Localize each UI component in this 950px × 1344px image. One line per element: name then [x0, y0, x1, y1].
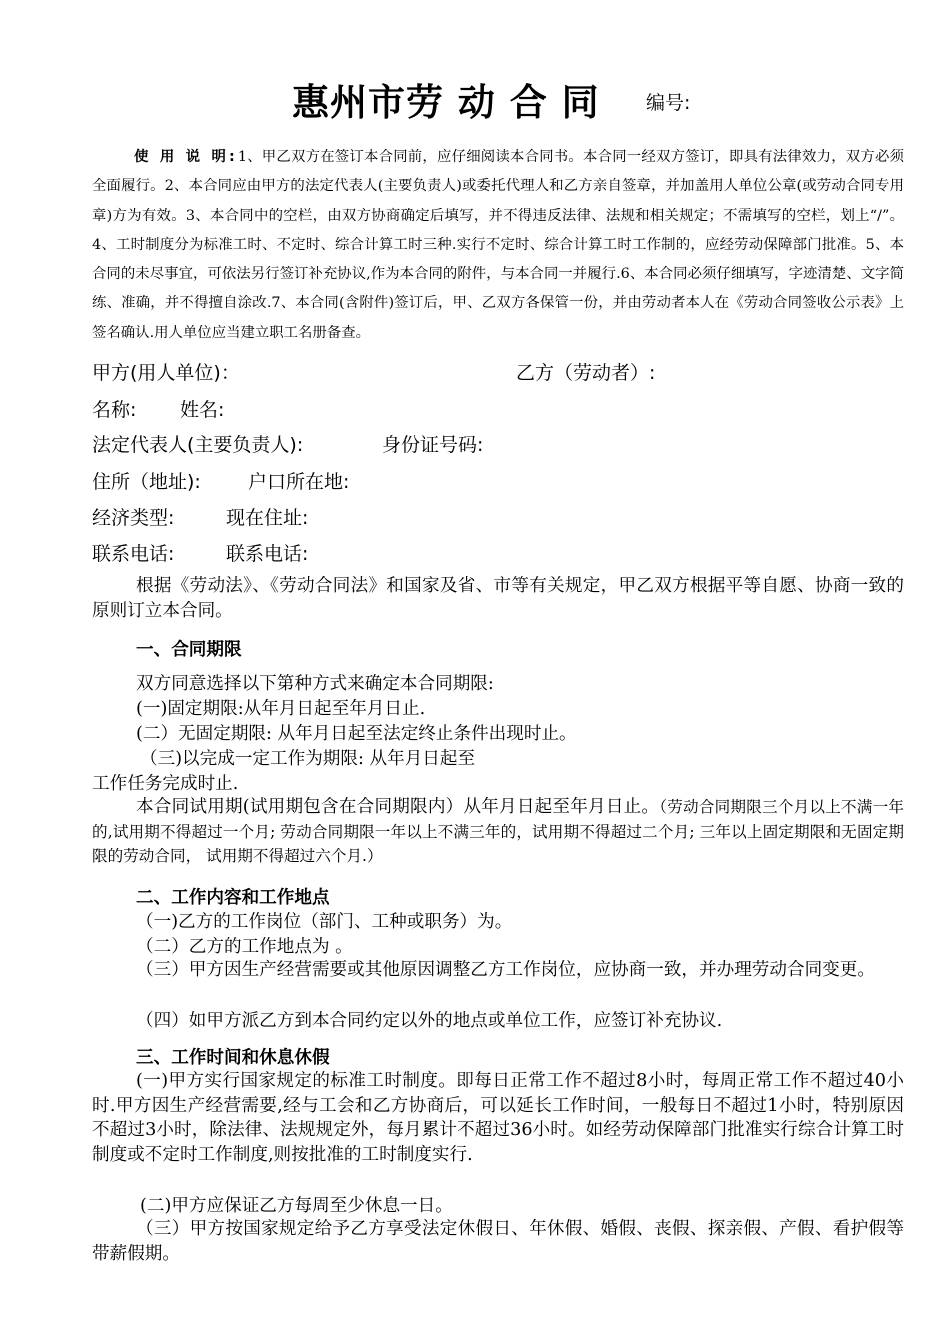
probation-paragraph	[92, 795, 904, 869]
party-b-label: 乙方（劳动者）:	[516, 362, 656, 384]
probation-main: 本合同试用期(试用期包含在合同期限内）从年月日起至年月日止。	[136, 797, 660, 817]
field-left-label: 联系电话:	[92, 543, 175, 565]
term-option-task-end: 工作任务完成时止.	[92, 774, 239, 794]
working-hours-paragraph: (一)甲方实行国家规定的标准工时制度。即每日正常工作不超过8小时，每周正常工作不超过40小时.甲方因生产经营需要,经与工会和乙方协商后，可以延长工作时间，一般每日不超过1小时，特别原因不超过3小时，除法律、法规规定外，每月累计不超过36小时。如经劳动保障部门批准实行综合计算工时制度或不定时工作制度,则按批准的工时制度实行.	[92, 1071, 904, 1165]
field-left-label: 法定代表人(主要负责人):	[92, 434, 304, 456]
work-location: （二）乙方的工作地点为 。	[136, 937, 353, 957]
preamble-paragraph: 根据《劳动法》、《劳动合同法》和国家及省、市等有关规定，甲乙双方根据平等自愿、协商一致的原则订立本合同。	[92, 576, 904, 621]
field-right-label: 现在住址:	[226, 507, 309, 529]
weekly-rest: (二)甲方应保证乙方每周至少休息一日。	[140, 1196, 453, 1216]
work-dispatch: （四）如甲方派乙方到本合同约定以外的地点或单位工作，应签订补充协议.	[136, 1011, 723, 1031]
probation-note: （劳动合同期限三个月以上不满一年的,试用期不得超过一个月; 劳动合同期限一年以上不满三年的，试用期不得超过二个月; 三年以上固定期限和无固定期限的劳动合同， 试用期不得超过六个月.）	[92, 798, 905, 865]
field-right-label: 联系电话:	[226, 543, 309, 565]
section-2-heading: 二、工作内容和工作地点	[136, 888, 330, 908]
party-field-row	[92, 503, 309, 530]
field-left-label: 名称:	[92, 399, 137, 421]
term-option-fixed: (一)固定期限:从年月日起至年月日止.	[136, 699, 426, 719]
field-left-label: 住所（地址):	[92, 471, 201, 493]
party-header-row	[92, 358, 656, 385]
contract-number-label: 编号:	[646, 92, 691, 114]
work-position: （一)乙方的工作岗位（部门、工种或职务）为。	[136, 912, 513, 932]
instructions-lead: 使 用 说 明:	[134, 149, 238, 165]
party-field-row	[92, 395, 225, 422]
instructions-text: 1、甲乙双方在签订本合同前，应仔细阅读本合同书。本合同一经双方签订，即具有法律效力，双方必须全面履行。2、本合同应由甲方的法定代表人(主要负责人)或委托代理人和乙方亲自签章，并加盖用人单位公章(或劳动合同专用章)方为有效。3、本合同中的空栏，由双方协商确定后填写，并不得违反法律、法规和相关规定；不需填写的空栏，划上“/”。4、工时制度分为标准工时、不定时、综合计算工时三种.实行不定时、综合计算工时工作制的，应经劳动保障部门批准。5、本合同的未尽事宜，可依法另行签订补充协议,作为本合同的附件，与本合同一并履行.6、本合同必须仔细填写，字迹清楚、文字简练、准确，并不得擅自涂改.7、本合同(含附件)签订后，甲、乙双方各保管一份，并由劳动者本人在《劳动合同签收公示表》上签名确认.用人单位应当建立职工名册备查。	[92, 149, 904, 341]
document-title	[0, 72, 950, 132]
usage-instructions	[92, 143, 904, 348]
contract-title: 惠州市劳 动 合 同	[292, 81, 600, 124]
field-right-label: 姓名:	[180, 399, 225, 421]
party-field-row	[92, 539, 309, 566]
field-left-label: 经济类型:	[92, 507, 175, 529]
paid-leave-paragraph: （三）甲方按国家规定给予乙方享受法定休假日、年休假、婚假、丧假、探亲假、产假、看护假等带薪假期。	[92, 1219, 904, 1264]
work-adjustment: （三）甲方因生产经营需要或其他原因调整乙方工作岗位，应协商一致，并办理劳动合同变更。	[136, 960, 875, 980]
section-3-heading: 三、工作时间和休息休假	[136, 1048, 330, 1068]
term-intro: 双方同意选择以下第种方式来确定本合同期限:	[136, 674, 494, 694]
section-1-heading: 一、合同期限	[136, 640, 242, 660]
party-a-label: 甲方(用人单位)：	[92, 362, 240, 384]
term-option-open: (二）无固定期限: 从年月日起至法定终止条件出现时止。	[136, 724, 577, 744]
party-field-row	[92, 467, 350, 494]
party-field-row	[92, 430, 484, 457]
field-right-label: 身份证号码:	[382, 434, 484, 456]
field-right-label: 户口所在地:	[248, 471, 350, 493]
term-option-task: （三)以完成一定工作为期限: 从年月日起至	[140, 749, 476, 769]
